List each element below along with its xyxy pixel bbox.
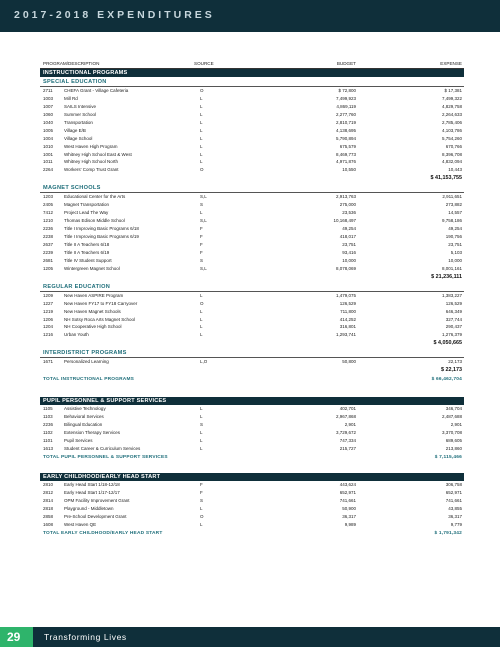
expense-amount: 670,766 [445, 143, 462, 149]
program-description: Pre-School Development Grant [64, 513, 127, 519]
expense-amount: 741,661 [445, 497, 462, 503]
funding-source: L [200, 292, 203, 298]
table-row [40, 308, 464, 316]
account-code: 2264 [43, 167, 54, 173]
expense-amount: 5,754,260 [441, 135, 462, 141]
page-number-box [0, 627, 33, 647]
footer-tagline: Transforming Lives [44, 632, 127, 642]
expense-amount: 1,276,379 [441, 332, 462, 338]
account-code: 1203 [43, 194, 54, 200]
program-description: Project Lead The Way [64, 210, 109, 216]
program-description: Playground - Middletown [64, 505, 114, 511]
subtotal-interdistrict: $ 22,173 [441, 367, 462, 374]
table-row [40, 265, 464, 273]
page-title: 2017-2018 EXPENDITURES [14, 9, 215, 21]
program-description: Educational Center for the Arts [64, 194, 126, 200]
table-row [40, 143, 464, 151]
subtotal-special-education: $ 41,153,755 [430, 175, 462, 182]
program-description: New Haven Magnet Schools [64, 308, 121, 314]
budget-amount: 443,624 [339, 481, 356, 487]
account-code: 1010 [43, 143, 54, 149]
budget-amount: 2,913,763 [335, 194, 356, 200]
account-code: 2858 [43, 513, 54, 519]
funding-source: S [200, 257, 204, 263]
expense-amount: 190,756 [445, 234, 462, 239]
funding-source: L [200, 324, 203, 330]
program-description: Whitney High School East & West [64, 151, 132, 157]
funding-source: F [200, 489, 203, 495]
header-bar [0, 0, 500, 32]
account-code: 2236 [43, 422, 54, 428]
funding-source: L [200, 445, 203, 451]
funding-source: L [200, 414, 203, 420]
expense-amount: 8,001,161 [441, 265, 462, 271]
table-row [40, 135, 464, 143]
funding-source: L [200, 521, 203, 527]
account-code: 1005 [43, 127, 54, 133]
budget-amount: 402,701 [339, 406, 356, 412]
program-description: West Haven QE [64, 521, 97, 527]
program-description: Summer School [64, 111, 97, 117]
budget-amount: 36,317 [342, 513, 356, 519]
table-row [40, 489, 464, 497]
budget-amount: 316,801 [339, 324, 356, 330]
account-code: 2711 [43, 88, 53, 93]
account-code: 1216 [43, 332, 54, 338]
table-row [40, 331, 464, 339]
budget-amount: 10,550 [342, 167, 356, 173]
spacer [40, 462, 464, 473]
funding-source: L [200, 308, 203, 314]
account-code: 2812 [43, 489, 54, 495]
program-description: Thomas Edison Middle School [64, 218, 125, 224]
table-row [40, 225, 464, 233]
budget-amount: 652,971 [339, 489, 356, 495]
expense-amount: 646,349 [445, 308, 462, 314]
account-code: 1103 [43, 414, 53, 420]
col-expense: EXPENSE [440, 61, 462, 66]
total-early-value: $ 1,791,342 [434, 530, 462, 536]
account-code: 1205 [43, 265, 54, 271]
expense-amount: 126,529 [445, 300, 462, 306]
expense-amount: 2,264,633 [441, 111, 462, 117]
account-code: 1608 [43, 521, 54, 527]
funding-source: L [200, 505, 203, 511]
account-code: 1007 [43, 103, 54, 109]
program-description: Behavioral Services [64, 414, 104, 420]
funding-source: F [200, 249, 203, 255]
program-description: Workers' Comp Trust Grant [64, 167, 119, 173]
account-code: 1003 [43, 95, 54, 101]
program-description: Title IV Student Support [64, 257, 112, 263]
account-code: 1210 [43, 218, 54, 224]
table-row [40, 323, 464, 331]
expense-amount: 4,832,094 [441, 159, 462, 165]
expense-amount: 4,829,758 [441, 103, 462, 109]
program-description: CHEFA Grant - Village Cafeteria [64, 88, 129, 93]
account-code: 1204 [43, 324, 54, 330]
table-row [40, 249, 464, 257]
account-code: 2236 [43, 226, 54, 232]
rows-magnet-schools [40, 193, 464, 272]
funding-source: L [200, 430, 203, 436]
funding-source: O [200, 88, 204, 93]
table-row [40, 300, 464, 308]
account-code: 2405 [43, 202, 54, 208]
expense-amount: 2,911,651 [442, 194, 462, 200]
subtotal-magnet-schools: $ 21,236,111 [431, 273, 462, 280]
table-row [40, 103, 464, 111]
funding-source: L [200, 438, 203, 443]
expense-amount: 5,103 [450, 249, 462, 255]
table-row [40, 358, 464, 366]
funding-source: L [200, 127, 203, 133]
expense-amount: 22,173 [448, 359, 462, 365]
funding-source: L [200, 111, 203, 117]
expense-amount: 689,605 [445, 438, 462, 443]
account-code: 2814 [43, 497, 54, 503]
expense-amount: 36,317 [448, 513, 462, 519]
table-row [40, 445, 464, 453]
table-row [40, 421, 464, 429]
table-row [40, 292, 464, 300]
budget-amount: 93,416 [342, 249, 356, 255]
expense-amount: 10,443 [448, 167, 462, 173]
table-row [40, 217, 464, 225]
table-row [40, 95, 464, 103]
table-row [40, 316, 464, 324]
expense-amount: 43,855 [448, 505, 462, 511]
account-code: 1227 [43, 300, 54, 306]
program-description: New Haven FY17 to FY18 Carryover [64, 300, 138, 306]
funding-source: L [200, 135, 203, 141]
program-description: Title II A Teachers 6/19 [64, 249, 110, 255]
expense-amount: 2,487,688 [441, 414, 462, 420]
table-row [40, 119, 464, 127]
account-code: 2239 [43, 249, 54, 255]
table-row [40, 437, 464, 445]
funding-source: S [200, 202, 204, 208]
account-code: 1001 [43, 151, 54, 157]
funding-source: F [200, 481, 203, 487]
table-row [40, 405, 464, 413]
funding-source: S,L [200, 265, 207, 271]
rows-early-childhood [40, 481, 464, 529]
budget-amount: 50,900 [342, 505, 356, 511]
expenditure-table [40, 59, 464, 538]
account-code: 2818 [43, 505, 54, 511]
expense-amount: 4,103,786 [441, 127, 462, 133]
budget-amount: 23,536 [342, 210, 356, 216]
table-row [40, 513, 464, 521]
funding-source: L [200, 210, 203, 216]
program-description: SAILS Intensive [64, 103, 97, 109]
funding-source: O [200, 167, 204, 173]
account-code: 2637 [43, 241, 54, 247]
account-code: 1219 [43, 308, 54, 314]
table-row [40, 158, 464, 166]
budget-amount: 414,252 [339, 316, 356, 322]
funding-source: F [200, 234, 203, 239]
table-row [40, 521, 464, 529]
program-description: Assistive Technology [64, 406, 106, 412]
program-description: Extension Therapy Services [64, 430, 120, 436]
col-budget: BUDGET [336, 61, 356, 66]
table-row [40, 429, 464, 437]
total-pupil-label: TOTAL PUPIL PERSONNEL & SUPPORT SERVICES [43, 454, 168, 460]
funding-source: S [200, 497, 204, 503]
rows-interdistrict [40, 358, 464, 366]
expense-amount: 306,758 [445, 481, 462, 487]
column-header-row [40, 59, 464, 69]
footer-bar [0, 627, 500, 647]
table-row [40, 497, 464, 505]
budget-amount: 4,138,695 [335, 127, 356, 133]
account-code: 1040 [43, 119, 54, 125]
subsection-special-education: SPECIAL EDUCATION [40, 77, 464, 87]
program-description: Personalized Learning [64, 359, 109, 365]
budget-amount: 675,579 [339, 143, 356, 149]
funding-source: L [200, 103, 203, 109]
budget-amount: 9,989 [344, 521, 356, 527]
budget-amount: 49,254 [342, 226, 356, 232]
spacer [40, 384, 464, 397]
account-code: 2238 [43, 234, 54, 239]
account-code: 1206 [43, 316, 54, 322]
subsection-magnet-schools: MAGNET SCHOOLS [40, 183, 464, 193]
table-row [40, 209, 464, 217]
account-code: 7412 [43, 210, 54, 216]
expense-amount: 273,882 [445, 202, 462, 208]
expense-amount: 1,383,227 [441, 292, 462, 298]
table-row [40, 127, 464, 135]
expense-amount: 8,396,708 [441, 151, 462, 157]
expense-amount: 346,704 [445, 406, 462, 412]
expense-amount: 7,499,322 [441, 95, 462, 101]
expense-amount: 3,370,708 [441, 430, 462, 436]
program-description: Student Career & Curriculum Services [64, 445, 141, 451]
table-row [40, 111, 464, 119]
subsection-regular-education: REGULAR EDUCATION [40, 282, 464, 292]
program-description: NH Cooperative High School [64, 324, 122, 330]
total-early-childhood [40, 529, 464, 538]
section-band-instructional: INSTRUCTIONAL PROGRAMS [40, 69, 464, 77]
budget-amount: 8,469,773 [335, 151, 356, 157]
program-description: Whitney High School North [64, 159, 119, 165]
budget-amount: 2,277,760 [335, 111, 356, 117]
table-row [40, 151, 464, 159]
program-description: Transportation [64, 119, 93, 125]
funding-source: L [200, 151, 203, 157]
budget-amount: 8,078,069 [335, 265, 356, 271]
account-code: 1613 [43, 445, 54, 451]
program-description: West Haven High Program [64, 143, 118, 149]
program-description: Magnet Transportation [64, 202, 110, 208]
account-code: 1105 [43, 406, 53, 412]
account-code: 2810 [43, 481, 54, 487]
col-source: SOURCE [194, 61, 214, 66]
subtotal-regular-education: $ 4,050,665 [433, 340, 462, 347]
budget-amount: 7,499,923 [335, 95, 356, 101]
budget-amount: 2,901 [344, 422, 356, 428]
budget-amount: 4,971,876 [335, 159, 356, 165]
rows-regular-education [40, 292, 464, 340]
funding-source: O [200, 300, 204, 306]
budget-amount: 741,661 [339, 497, 356, 503]
budget-amount: 418,017 [339, 234, 356, 239]
total-instructional-label: TOTAL INSTRUCTIONAL PROGRAMS [43, 377, 135, 383]
expense-amount: 9,758,186 [441, 218, 462, 224]
section-band-early-childhood: EARLY CHILDHOOD/EARLY HEAD START [40, 473, 464, 481]
funding-source: F [200, 226, 203, 232]
page-number: 29 [7, 630, 21, 644]
expense-amount: 9,779 [450, 521, 462, 527]
table-row [40, 257, 464, 265]
funding-source: L [200, 332, 203, 338]
budget-amount: 5,790,894 [335, 135, 356, 141]
account-code: 1101 [43, 438, 53, 443]
program-description: Title I Improving Basic Programs 6/18 [64, 226, 139, 232]
program-description: NH Sotsy Roca Arts Magnet School [64, 316, 136, 322]
program-description: Title I Improving Basic Programs 6/19 [64, 234, 139, 239]
table-row [40, 481, 464, 489]
budget-amount: 126,529 [339, 300, 356, 306]
account-code: 1004 [43, 135, 54, 141]
table-row [40, 166, 464, 174]
budget-amount: 275,000 [339, 202, 356, 208]
funding-source: L,O [200, 359, 208, 365]
budget-amount: 4,869,119 [336, 103, 356, 109]
account-code: 1011 [43, 159, 53, 165]
budget-amount: 215,727 [339, 445, 356, 451]
col-program: PROGRAM/DESCRIPTION [43, 61, 100, 66]
rows-special-education [40, 87, 464, 174]
table-row [40, 193, 464, 201]
budget-amount: 3,729,672 [335, 430, 356, 436]
funding-source: L [200, 316, 203, 322]
funding-source: S,L [200, 218, 207, 224]
funding-source: L [200, 406, 203, 412]
account-code: 1060 [43, 111, 54, 117]
budget-amount: 23,751 [342, 241, 356, 247]
expense-amount: 49,254 [448, 226, 462, 232]
program-description: Title II A Teachers 6/18 [64, 241, 110, 247]
program-description: New Haven ASPIRE Program [64, 292, 124, 298]
rows-pupil-services [40, 405, 464, 453]
budget-amount: 50,800 [342, 359, 356, 365]
funding-source: S [200, 422, 204, 428]
total-instructional [40, 375, 464, 384]
program-description: Mill Rd [64, 95, 78, 101]
expense-amount: 14,557 [448, 210, 462, 216]
budget-amount: 1,293,741 [335, 332, 356, 338]
program-description: Bilingual Education [64, 422, 103, 428]
program-description: Pupil Services [64, 438, 93, 443]
expense-amount: 213,860 [445, 445, 462, 451]
funding-source: O [200, 513, 204, 519]
budget-amount: $ 72,800 [338, 88, 356, 93]
program-description: Village E/B [64, 127, 86, 133]
funding-source: L [200, 95, 203, 101]
account-code: 1102 [43, 430, 53, 436]
expense-amount: 2,785,406 [441, 119, 462, 125]
funding-source: L [200, 143, 203, 149]
expense-amount: 290,437 [445, 324, 462, 330]
total-instructional-value: $ 66,462,704 [431, 377, 462, 383]
subsection-interdistrict: INTERDISTRICT PROGRAMS [40, 348, 464, 358]
expense-amount: 10,000 [448, 257, 462, 263]
budget-amount: 10,168,497 [333, 218, 356, 224]
program-description: Early Head Start 1/18-12/18 [64, 481, 120, 487]
program-description: Early Head Start 1/17-12/17 [64, 489, 120, 495]
budget-amount: 1,479,075 [335, 292, 356, 298]
table-row [40, 233, 464, 241]
budget-amount: 2,967,868 [335, 414, 356, 420]
section-band-pupil: PUPIL PERSONNEL & SUPPORT SERVICES [40, 397, 464, 405]
budget-amount: 10,000 [342, 257, 356, 263]
table-row [40, 413, 464, 421]
account-code: 1209 [43, 292, 54, 298]
expense-amount: 23,751 [448, 241, 462, 247]
budget-amount: 711,800 [340, 308, 356, 314]
funding-source: S,L [200, 194, 207, 200]
program-description: OPM Facility Improvement Grant [64, 497, 130, 503]
budget-amount: 2,810,719 [335, 119, 356, 125]
budget-amount: 747,334 [339, 438, 356, 443]
expense-amount: 652,971 [445, 489, 462, 495]
table-row [40, 241, 464, 249]
table-row [40, 505, 464, 513]
expense-amount: 327,744 [445, 316, 462, 322]
total-pupil [40, 453, 464, 462]
total-early-label: TOTAL EARLY CHILDHOOD/EARLY HEAD START [43, 530, 163, 536]
total-pupil-value: $ 7,115,466 [434, 454, 462, 460]
account-code: 2681 [43, 257, 54, 263]
funding-source: L [200, 119, 203, 125]
program-description: Wintergreen Magnet School [64, 265, 120, 271]
account-code: 1671 [43, 359, 54, 365]
funding-source: F [200, 241, 203, 247]
program-description: Urban Youth [64, 332, 89, 338]
expense-amount: $ 17,381 [444, 88, 462, 93]
table-row [40, 201, 464, 209]
table-row [40, 87, 464, 95]
funding-source: L [200, 159, 203, 165]
expense-amount: 2,901 [450, 422, 462, 428]
program-description: Village School [64, 135, 93, 141]
